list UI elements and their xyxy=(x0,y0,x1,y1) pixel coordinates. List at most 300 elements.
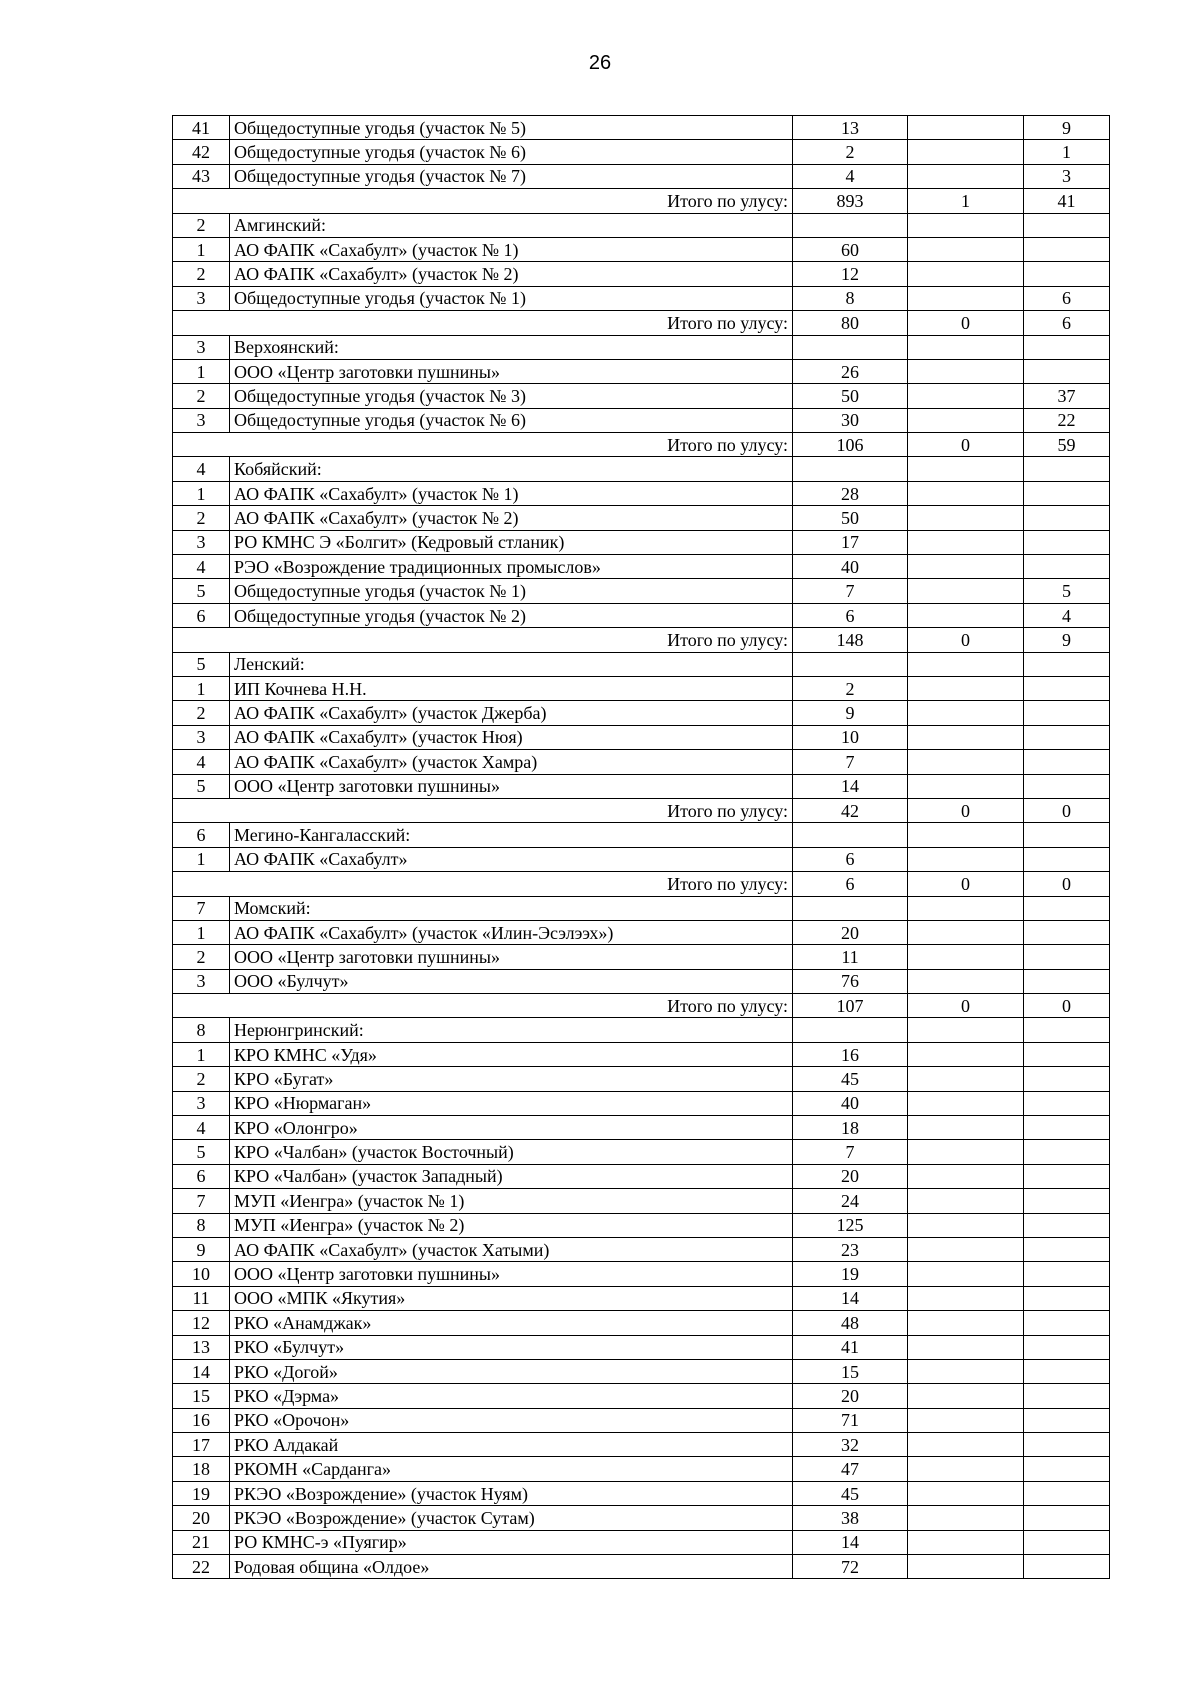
value-cell-c xyxy=(1024,213,1110,237)
value-cell-c xyxy=(1024,823,1110,847)
value-cell-a: 71 xyxy=(793,1408,908,1432)
value-cell-c xyxy=(1024,1335,1110,1359)
table-row xyxy=(173,1359,1110,1383)
organization-name: РКЭО «Возрождение» (участок Сутам) xyxy=(230,1506,793,1530)
organization-name: Общедоступные угодья (участок № 6) xyxy=(230,408,793,432)
table-row xyxy=(173,603,1110,627)
value-cell-a: 20 xyxy=(793,1384,908,1408)
row-number: 18 xyxy=(173,1457,230,1481)
row-number: 2 xyxy=(173,945,230,969)
district-name: Верхоянский: xyxy=(230,335,793,359)
value-cell-b xyxy=(908,262,1024,286)
value-cell-c xyxy=(1024,262,1110,286)
value-cell-c xyxy=(1024,1286,1110,1310)
row-number: 2 xyxy=(173,701,230,725)
subtotal-row xyxy=(173,798,1110,822)
table-row xyxy=(173,701,1110,725)
value-cell-c xyxy=(1024,1164,1110,1188)
table-row xyxy=(173,1262,1110,1286)
row-number: 41 xyxy=(173,116,230,140)
organization-name: КРО «Бугат» xyxy=(230,1067,793,1091)
value-cell-a: 17 xyxy=(793,530,908,554)
value-cell-b xyxy=(908,506,1024,530)
value-cell-a: 14 xyxy=(793,774,908,798)
table-row xyxy=(173,384,1110,408)
table-row xyxy=(173,920,1110,944)
organization-name: АО ФАПК «Сахабулт» (участок Хамра) xyxy=(230,750,793,774)
district-number: 4 xyxy=(173,457,230,481)
value-cell-b: 0 xyxy=(908,994,1024,1018)
row-number: 1 xyxy=(173,920,230,944)
value-cell-b xyxy=(908,1457,1024,1481)
organization-name: Общедоступные угодья (участок № 1) xyxy=(230,579,793,603)
value-cell-a xyxy=(793,335,908,359)
value-cell-c xyxy=(1024,969,1110,993)
row-number: 10 xyxy=(173,1262,230,1286)
value-cell-c xyxy=(1024,1506,1110,1530)
organization-name: РЭО «Возрождение традиционных промыслов» xyxy=(230,555,793,579)
organization-name: Общедоступные угодья (участок № 3) xyxy=(230,384,793,408)
table-row xyxy=(173,1408,1110,1432)
value-cell-b xyxy=(908,896,1024,920)
table-row xyxy=(173,408,1110,432)
district-number: 5 xyxy=(173,652,230,676)
district-name: Нерюнгринский: xyxy=(230,1018,793,1042)
value-cell-a: 40 xyxy=(793,1091,908,1115)
value-cell-b xyxy=(908,1506,1024,1530)
value-cell-c: 4 xyxy=(1024,603,1110,627)
organization-name: ООО «Центр заготовки пушнины» xyxy=(230,945,793,969)
organization-name: АО ФАПК «Сахабулт» (участок № 1) xyxy=(230,237,793,261)
value-cell-c: 6 xyxy=(1024,286,1110,310)
row-number-cell xyxy=(173,798,230,822)
value-cell-b xyxy=(908,359,1024,383)
organization-name: АО ФАПК «Сахабулт» (участок № 1) xyxy=(230,481,793,505)
table-row xyxy=(173,286,1110,310)
value-cell-b xyxy=(908,1213,1024,1237)
value-cell-c xyxy=(1024,1262,1110,1286)
value-cell-b xyxy=(908,1116,1024,1140)
page-number: 26 xyxy=(588,52,612,74)
row-number: 6 xyxy=(173,1164,230,1188)
row-number: 8 xyxy=(173,1213,230,1237)
value-cell-b xyxy=(908,237,1024,261)
value-cell-c xyxy=(1024,1237,1110,1261)
value-cell-b xyxy=(908,1164,1024,1188)
table-row xyxy=(173,1189,1110,1213)
value-cell-b xyxy=(908,1335,1024,1359)
value-cell-c xyxy=(1024,1555,1110,1579)
value-cell-c xyxy=(1024,701,1110,725)
district-name: Ленский: xyxy=(230,652,793,676)
value-cell-c xyxy=(1024,1359,1110,1383)
value-cell-c: 59 xyxy=(1024,433,1110,457)
row-number: 13 xyxy=(173,1335,230,1359)
value-cell-c xyxy=(1024,1384,1110,1408)
table-row xyxy=(173,555,1110,579)
value-cell-a: 7 xyxy=(793,750,908,774)
value-cell-b xyxy=(908,384,1024,408)
value-cell-a: 24 xyxy=(793,1189,908,1213)
row-number: 1 xyxy=(173,481,230,505)
value-cell-b xyxy=(908,1530,1024,1554)
value-cell-c xyxy=(1024,359,1110,383)
value-cell-b xyxy=(908,750,1024,774)
table-row xyxy=(173,1116,1110,1140)
table-body xyxy=(173,116,1110,1579)
value-cell-b xyxy=(908,1311,1024,1335)
value-cell-b xyxy=(908,555,1024,579)
organization-name: КРО «Нюрмаган» xyxy=(230,1091,793,1115)
row-number: 4 xyxy=(173,1116,230,1140)
value-cell-b xyxy=(908,213,1024,237)
district-name: Амгинский: xyxy=(230,213,793,237)
row-number-cell xyxy=(173,994,230,1018)
value-cell-b xyxy=(908,945,1024,969)
value-cell-c xyxy=(1024,1091,1110,1115)
value-cell-b xyxy=(908,1481,1024,1505)
value-cell-a: 7 xyxy=(793,1140,908,1164)
row-number: 19 xyxy=(173,1481,230,1505)
row-number: 3 xyxy=(173,286,230,310)
district-header-row xyxy=(173,823,1110,847)
district-name: Момский: xyxy=(230,896,793,920)
organization-name: МУП «Иенгра» (участок № 1) xyxy=(230,1189,793,1213)
table-row xyxy=(173,847,1110,871)
organization-name: ООО «Центр заготовки пушнины» xyxy=(230,359,793,383)
value-cell-c xyxy=(1024,676,1110,700)
row-number: 42 xyxy=(173,140,230,164)
value-cell-c xyxy=(1024,725,1110,749)
row-number: 5 xyxy=(173,774,230,798)
table-row xyxy=(173,1042,1110,1066)
value-cell-a: 18 xyxy=(793,1116,908,1140)
value-cell-a: 14 xyxy=(793,1286,908,1310)
value-cell-a xyxy=(793,457,908,481)
value-cell-a: 48 xyxy=(793,1311,908,1335)
district-number: 2 xyxy=(173,213,230,237)
value-cell-c xyxy=(1024,1140,1110,1164)
table-row xyxy=(173,1311,1110,1335)
district-header-row xyxy=(173,1018,1110,1042)
organization-name: АО ФАПК «Сахабулт» xyxy=(230,847,793,871)
row-number-cell xyxy=(173,189,230,213)
value-cell-c: 5 xyxy=(1024,579,1110,603)
value-cell-a: 50 xyxy=(793,506,908,530)
table-row xyxy=(173,676,1110,700)
row-number: 20 xyxy=(173,1506,230,1530)
value-cell-b xyxy=(908,1286,1024,1310)
value-cell-c: 1 xyxy=(1024,140,1110,164)
row-number: 14 xyxy=(173,1359,230,1383)
value-cell-c: 41 xyxy=(1024,189,1110,213)
subtotal-label: Итого по улусу: xyxy=(230,311,793,335)
value-cell-c xyxy=(1024,237,1110,261)
value-cell-b xyxy=(908,920,1024,944)
row-number-cell xyxy=(173,872,230,896)
value-cell-c xyxy=(1024,335,1110,359)
organization-name: ООО «Булчут» xyxy=(230,969,793,993)
table-row xyxy=(173,164,1110,188)
table-row xyxy=(173,1213,1110,1237)
value-cell-c xyxy=(1024,1408,1110,1432)
row-number: 3 xyxy=(173,969,230,993)
value-cell-b xyxy=(908,1018,1024,1042)
row-number: 1 xyxy=(173,847,230,871)
organization-name: КРО «Чалбан» (участок Восточный) xyxy=(230,1140,793,1164)
organization-name: РО КМНС-э «Пуягир» xyxy=(230,1530,793,1554)
value-cell-c xyxy=(1024,652,1110,676)
district-number: 7 xyxy=(173,896,230,920)
value-cell-a: 26 xyxy=(793,359,908,383)
value-cell-c xyxy=(1024,920,1110,944)
table-row xyxy=(173,1555,1110,1579)
value-cell-b xyxy=(908,164,1024,188)
district-header-row xyxy=(173,457,1110,481)
value-cell-a: 16 xyxy=(793,1042,908,1066)
value-cell-b xyxy=(908,652,1024,676)
subtotal-label: Итого по улусу: xyxy=(230,189,793,213)
value-cell-a: 106 xyxy=(793,433,908,457)
table-row xyxy=(173,1335,1110,1359)
value-cell-a: 30 xyxy=(793,408,908,432)
value-cell-b xyxy=(908,408,1024,432)
row-number: 1 xyxy=(173,237,230,261)
value-cell-b xyxy=(908,579,1024,603)
organization-name: Общедоступные угодья (участок № 5) xyxy=(230,116,793,140)
row-number: 5 xyxy=(173,579,230,603)
district-number: 3 xyxy=(173,335,230,359)
row-number: 1 xyxy=(173,1042,230,1066)
table-row xyxy=(173,1457,1110,1481)
table-row xyxy=(173,579,1110,603)
table-row xyxy=(173,1530,1110,1554)
organization-name: ООО «Центр заготовки пушнины» xyxy=(230,1262,793,1286)
value-cell-a xyxy=(793,823,908,847)
value-cell-a: 6 xyxy=(793,603,908,627)
organization-name: РКО «Булчут» xyxy=(230,1335,793,1359)
row-number: 3 xyxy=(173,1091,230,1115)
value-cell-b xyxy=(908,1262,1024,1286)
value-cell-c xyxy=(1024,481,1110,505)
value-cell-c xyxy=(1024,1213,1110,1237)
district-header-row xyxy=(173,896,1110,920)
organization-name: АО ФАПК «Сахабулт» (участок Нюя) xyxy=(230,725,793,749)
value-cell-c: 9 xyxy=(1024,116,1110,140)
value-cell-a: 45 xyxy=(793,1067,908,1091)
table-row xyxy=(173,530,1110,554)
value-cell-b xyxy=(908,335,1024,359)
table-row xyxy=(173,1286,1110,1310)
value-cell-c xyxy=(1024,1311,1110,1335)
subtotal-row xyxy=(173,189,1110,213)
value-cell-c: 37 xyxy=(1024,384,1110,408)
row-number: 16 xyxy=(173,1408,230,1432)
table-row xyxy=(173,116,1110,140)
value-cell-a: 11 xyxy=(793,945,908,969)
value-cell-a xyxy=(793,896,908,920)
row-number: 2 xyxy=(173,384,230,408)
value-cell-a: 76 xyxy=(793,969,908,993)
value-cell-b xyxy=(908,701,1024,725)
row-number: 12 xyxy=(173,1311,230,1335)
value-cell-c xyxy=(1024,1067,1110,1091)
district-number: 6 xyxy=(173,823,230,847)
value-cell-b xyxy=(908,1067,1024,1091)
subtotal-label: Итого по улусу: xyxy=(230,994,793,1018)
table-row xyxy=(173,969,1110,993)
value-cell-c: 22 xyxy=(1024,408,1110,432)
subtotal-label: Итого по улусу: xyxy=(230,872,793,896)
value-cell-a: 8 xyxy=(793,286,908,310)
organization-name: Общедоступные угодья (участок № 1) xyxy=(230,286,793,310)
table-row xyxy=(173,1067,1110,1091)
organization-name: АО ФАПК «Сахабулт» (участок Джерба) xyxy=(230,701,793,725)
value-cell-a: 41 xyxy=(793,1335,908,1359)
table-row xyxy=(173,359,1110,383)
value-cell-c xyxy=(1024,774,1110,798)
value-cell-a: 12 xyxy=(793,262,908,286)
value-cell-a: 40 xyxy=(793,555,908,579)
value-cell-b xyxy=(908,969,1024,993)
district-name: Кобяйский: xyxy=(230,457,793,481)
value-cell-a: 32 xyxy=(793,1433,908,1457)
district-header-row xyxy=(173,213,1110,237)
organization-name: РКЭО «Возрождение» (участок Нуям) xyxy=(230,1481,793,1505)
subtotal-row xyxy=(173,628,1110,652)
value-cell-b: 0 xyxy=(908,311,1024,335)
organization-name: ООО «МПК «Якутия» xyxy=(230,1286,793,1310)
value-cell-a: 47 xyxy=(793,1457,908,1481)
value-cell-a: 7 xyxy=(793,579,908,603)
organization-name: АО ФАПК «Сахабулт» (участок Хатыми) xyxy=(230,1237,793,1261)
organization-name: РКО «Догой» xyxy=(230,1359,793,1383)
organization-name: РКО «Анамджак» xyxy=(230,1311,793,1335)
value-cell-b xyxy=(908,676,1024,700)
subtotal-row xyxy=(173,311,1110,335)
table-row xyxy=(173,1481,1110,1505)
value-cell-b: 0 xyxy=(908,798,1024,822)
value-cell-a: 893 xyxy=(793,189,908,213)
value-cell-a: 148 xyxy=(793,628,908,652)
value-cell-a xyxy=(793,213,908,237)
subtotal-row xyxy=(173,994,1110,1018)
value-cell-a: 80 xyxy=(793,311,908,335)
value-cell-b xyxy=(908,1189,1024,1213)
value-cell-a: 42 xyxy=(793,798,908,822)
table-row xyxy=(173,750,1110,774)
row-number: 3 xyxy=(173,408,230,432)
row-number: 2 xyxy=(173,506,230,530)
row-number-cell xyxy=(173,628,230,652)
organization-name: Общедоступные угодья (участок № 7) xyxy=(230,164,793,188)
organization-name: РКОМН «Сарданга» xyxy=(230,1457,793,1481)
organization-name: Общедоступные угодья (участок № 6) xyxy=(230,140,793,164)
value-cell-a: 6 xyxy=(793,872,908,896)
row-number: 21 xyxy=(173,1530,230,1554)
district-number: 8 xyxy=(173,1018,230,1042)
value-cell-b xyxy=(908,1555,1024,1579)
organization-name: АО ФАПК «Сахабулт» (участок № 2) xyxy=(230,262,793,286)
table-row xyxy=(173,1237,1110,1261)
row-number: 22 xyxy=(173,1555,230,1579)
table-row xyxy=(173,506,1110,530)
value-cell-b: 0 xyxy=(908,433,1024,457)
value-cell-a: 13 xyxy=(793,116,908,140)
value-cell-b xyxy=(908,1433,1024,1457)
table-row xyxy=(173,140,1110,164)
value-cell-a: 107 xyxy=(793,994,908,1018)
value-cell-a: 23 xyxy=(793,1237,908,1261)
value-cell-b xyxy=(908,1384,1024,1408)
organization-name: ООО «Центр заготовки пушнины» xyxy=(230,774,793,798)
row-number: 4 xyxy=(173,750,230,774)
organization-name: КРО КМНС «Удя» xyxy=(230,1042,793,1066)
row-number: 15 xyxy=(173,1384,230,1408)
value-cell-b xyxy=(908,286,1024,310)
value-cell-b xyxy=(908,1237,1024,1261)
subtotal-label: Итого по улусу: xyxy=(230,628,793,652)
value-cell-a: 10 xyxy=(793,725,908,749)
value-cell-c: 0 xyxy=(1024,994,1110,1018)
value-cell-c: 6 xyxy=(1024,311,1110,335)
table-row xyxy=(173,262,1110,286)
organization-name: КРО «Чалбан» (участок Западный) xyxy=(230,1164,793,1188)
value-cell-a: 38 xyxy=(793,1506,908,1530)
organization-name: АО ФАПК «Сахабулт» (участок № 2) xyxy=(230,506,793,530)
value-cell-a: 28 xyxy=(793,481,908,505)
table-row xyxy=(173,945,1110,969)
value-cell-b xyxy=(908,823,1024,847)
value-cell-b xyxy=(908,1091,1024,1115)
row-number: 3 xyxy=(173,725,230,749)
value-cell-b xyxy=(908,457,1024,481)
row-number: 1 xyxy=(173,676,230,700)
row-number: 17 xyxy=(173,1433,230,1457)
value-cell-c xyxy=(1024,555,1110,579)
row-number: 11 xyxy=(173,1286,230,1310)
value-cell-a: 60 xyxy=(793,237,908,261)
subtotal-label: Итого по улусу: xyxy=(230,433,793,457)
value-cell-c xyxy=(1024,1116,1110,1140)
value-cell-a: 72 xyxy=(793,1555,908,1579)
organization-name: РКО «Орочон» xyxy=(230,1408,793,1432)
value-cell-b: 1 xyxy=(908,189,1024,213)
value-cell-c: 9 xyxy=(1024,628,1110,652)
organization-name: Общедоступные угодья (участок № 2) xyxy=(230,603,793,627)
row-number: 3 xyxy=(173,530,230,554)
table-row xyxy=(173,725,1110,749)
organization-name: РКО «Дэрма» xyxy=(230,1384,793,1408)
district-header-row xyxy=(173,335,1110,359)
organization-name: КРО «Олонгро» xyxy=(230,1116,793,1140)
value-cell-b xyxy=(908,774,1024,798)
row-number: 2 xyxy=(173,262,230,286)
row-number: 4 xyxy=(173,555,230,579)
value-cell-c xyxy=(1024,530,1110,554)
organization-name: МУП «Иенгра» (участок № 2) xyxy=(230,1213,793,1237)
value-cell-a: 6 xyxy=(793,847,908,871)
value-cell-b xyxy=(908,603,1024,627)
value-cell-c xyxy=(1024,1530,1110,1554)
row-number: 43 xyxy=(173,164,230,188)
value-cell-b xyxy=(908,1042,1024,1066)
value-cell-a: 4 xyxy=(793,164,908,188)
value-cell-a: 2 xyxy=(793,140,908,164)
value-cell-c xyxy=(1024,457,1110,481)
value-cell-a: 50 xyxy=(793,384,908,408)
value-cell-c xyxy=(1024,1189,1110,1213)
